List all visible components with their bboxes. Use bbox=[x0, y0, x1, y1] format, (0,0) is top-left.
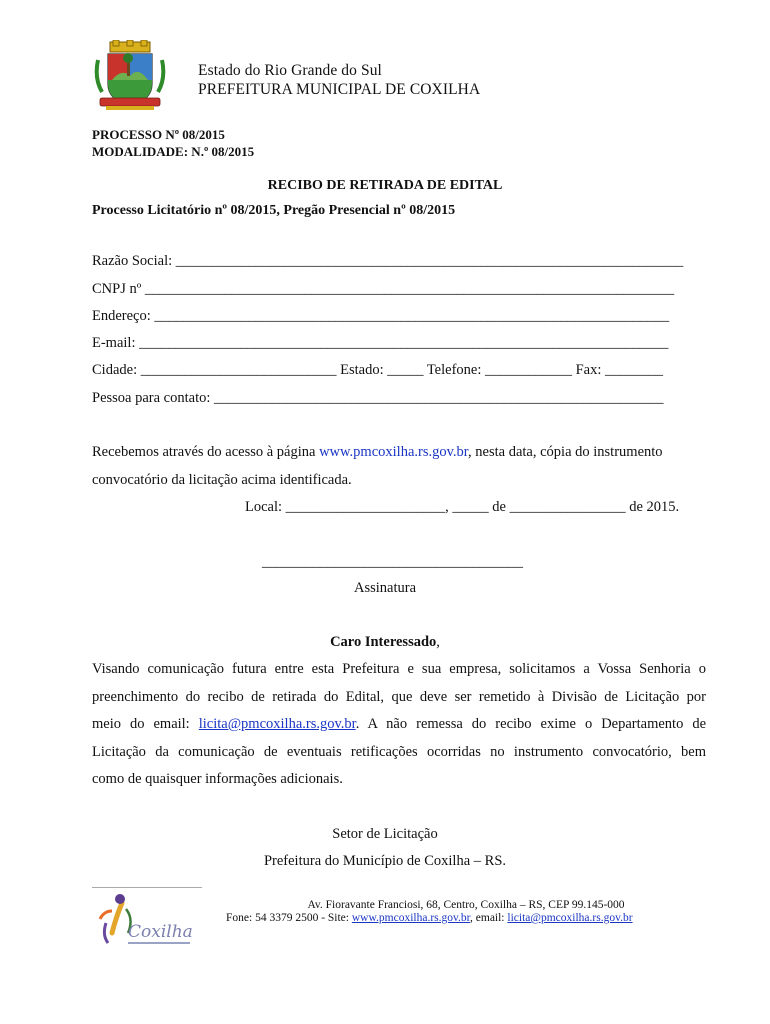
coxilha-logo-text: Coxilha bbox=[128, 922, 193, 942]
process-number: PROCESSO Nº 08/2015 bbox=[92, 127, 225, 142]
notice-line-2: preenchimento do recibo de retirada do Edital, que deve ser remetido à Divisão de Licitação por bbox=[92, 689, 706, 705]
notice-email-prefix: meio do email: bbox=[92, 716, 199, 732]
greeting-comma: , bbox=[436, 634, 440, 650]
footer-site-link[interactable]: www.pmcoxilha.rs.gov.br bbox=[351, 912, 471, 924]
pessoa-contato-field[interactable]: Pessoa para contato: ______________________________________________________________ bbox=[92, 390, 664, 406]
site-link[interactable]: www.pmcoxilha.rs.gov.br bbox=[319, 444, 469, 460]
coat-of-arms-logo bbox=[92, 40, 168, 114]
receipt-line-1 bbox=[92, 444, 663, 460]
cidade-field[interactable]: Cidade: ___________________________ Estado: _____ Telefone: ____________ Fax: ________ bbox=[92, 362, 664, 378]
endereco-field[interactable]: Endereço: _______________________________________________________________________ bbox=[92, 308, 670, 324]
notice-greeting bbox=[0, 634, 770, 650]
modality-number: MODALIDADE: N.º 08/2015 bbox=[92, 144, 255, 159]
notice-line-4: Licitação da comunicação de eventuais retificações ocorridas no instrumento convocatório, bem bbox=[92, 744, 706, 760]
footer-divider bbox=[92, 887, 202, 888]
footer-contact bbox=[226, 912, 633, 925]
greeting-text: Caro Interessado bbox=[330, 634, 437, 650]
receipt-line-2: convocatório da licitação acima identificada. bbox=[92, 472, 352, 488]
coxilha-logo bbox=[92, 889, 202, 951]
footer-email-prefix: , email: bbox=[470, 912, 508, 924]
notice-line-3 bbox=[92, 716, 706, 732]
local-date-field[interactable]: Local: ______________________, _____ de ________________ de 2015. bbox=[245, 499, 680, 515]
signature-label: Assinatura bbox=[353, 580, 416, 596]
prefecture-name: Prefeitura do Município de Coxilha – RS. bbox=[263, 853, 507, 869]
notice-line-1: Visando comunicação futura entre esta Prefeitura e sua empresa, solicitamos a Vossa Senhoria o bbox=[92, 661, 706, 677]
footer-phone: Fone: 54 3379 2500 - Site: bbox=[226, 912, 352, 924]
receipt-text: Recebemos através do acesso à página bbox=[92, 444, 320, 460]
notice-line-5: como de quaisquer informações adicionais. bbox=[92, 771, 343, 787]
document-subtitle: Processo Licitatório nº 08/2015, Pregão Presencial nº 08/2015 bbox=[92, 203, 456, 218]
razao-social-field[interactable]: Razão Social: ______________________________________________________________________ bbox=[92, 253, 684, 269]
receipt-text-suffix: , nesta data, cópia do instrumento bbox=[468, 444, 663, 460]
signature-line: ____________________________________ bbox=[262, 554, 523, 570]
email-link[interactable]: licita@pmcoxilha.rs.gov.br bbox=[198, 716, 356, 732]
footer-email-link[interactable]: licita@pmcoxilha.rs.gov.br bbox=[507, 912, 633, 924]
city-hall-name: PREFEITURA MUNICIPAL DE COXILHA bbox=[198, 81, 481, 98]
email-field[interactable]: E-mail: _________________________________________________________________________ bbox=[92, 335, 669, 351]
state-name: Estado do Rio Grande do Sul bbox=[198, 62, 382, 79]
cnpj-field[interactable]: CNPJ nº _________________________________________________________________________ bbox=[92, 281, 675, 297]
footer-address: Av. Fioravante Franciosi, 68, Centro, Coxilha – RS, CEP 99.145-000 bbox=[307, 899, 625, 911]
document-title: RECIBO DE RETIRADA DE EDITAL bbox=[267, 178, 503, 193]
notice-email-suffix: . A não remessa do recibo exime o Departamento de bbox=[355, 716, 706, 732]
sector-name: Setor de Licitação bbox=[332, 826, 438, 842]
